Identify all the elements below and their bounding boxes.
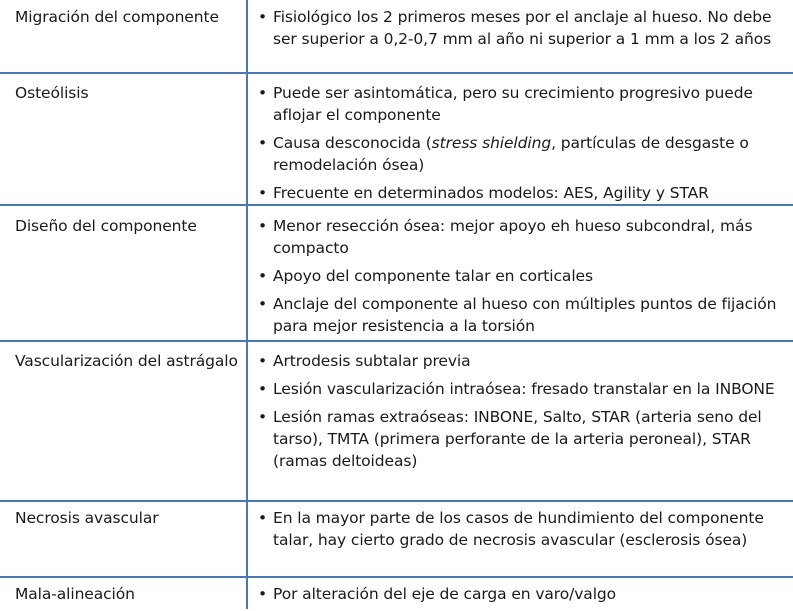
list-item: • Menor resección ósea: mejor apoyo eh hueso subcondral, más compacto	[258, 217, 753, 257]
row-items	[258, 82, 788, 210]
list-item: • Apoyo del componente talar en corticales	[258, 267, 593, 285]
bullet-icon: •	[258, 509, 268, 527]
list-item: • Por alteración del eje de carga en varo/valgo	[258, 585, 617, 603]
bullet-icon: •	[258, 585, 268, 603]
list-item: • Causa desconocida (stress shielding, partículas de desgaste o remodelación ósea)	[258, 134, 749, 174]
bullet-icon: •	[258, 267, 268, 285]
bullet-icon: •	[258, 408, 268, 426]
bullet-icon: •	[258, 8, 268, 26]
table-row-mala-alineacion	[0, 578, 793, 609]
table-row-diseno	[0, 206, 793, 342]
row-label: Necrosis avascular	[15, 509, 159, 527]
list-item: • Artrodesis subtalar previa	[258, 352, 471, 370]
bullet-icon: •	[258, 217, 268, 235]
row-items	[258, 350, 788, 478]
table-row-migracion	[0, 0, 793, 74]
row-label: Diseño del componente	[15, 217, 197, 235]
list-item: • Frecuente en determinados modelos: AES, Agility y STAR	[258, 184, 709, 202]
bullet-icon: •	[258, 295, 268, 313]
table-row-necrosis	[0, 502, 793, 578]
list-item: • Puede ser asintomática, pero su crecimiento progresivo puede aflojar el componente	[258, 84, 753, 124]
list-item: • En la mayor parte de los casos de hundimiento del componente talar, hay cierto grado de necrosis avascular (esclerosis ósea)	[258, 509, 764, 549]
row-items	[258, 215, 788, 343]
bullet-icon: •	[258, 84, 268, 102]
row-label: Migración del componente	[15, 8, 219, 26]
list-item: • Fisiológico los 2 primeros meses por el anclaje al hueso. No debe ser superior a 0,2-0,7 mm al año ni superior a 1 mm a los 2 años	[258, 8, 772, 48]
bullet-icon: •	[258, 380, 268, 398]
row-items	[258, 583, 788, 611]
list-item: • Lesión vascularización intraósea: fresado transtalar en la INBONE	[258, 380, 775, 398]
row-label: Osteólisis	[15, 84, 89, 102]
row-label: Vascularización del astrágalo	[15, 352, 238, 370]
row-items	[258, 507, 788, 557]
list-item: • Anclaje del componente al hueso con múltiples puntos de fijación para mejor resistencia a la torsión	[258, 295, 777, 335]
row-label: Mala-alineación	[15, 585, 135, 603]
row-items	[258, 6, 788, 56]
table-row-osteolisis	[0, 74, 793, 206]
bullet-icon: •	[258, 352, 268, 370]
table-row-vascularizacion	[0, 342, 793, 502]
bullet-icon: •	[258, 134, 268, 152]
bullet-icon: •	[258, 184, 268, 202]
list-item: • Lesión ramas extraóseas: INBONE, Salto, STAR (arteria seno del tarso), TMTA (primera perforante de la arteria peroneal), STAR (ramas deltoideas)	[258, 408, 762, 470]
